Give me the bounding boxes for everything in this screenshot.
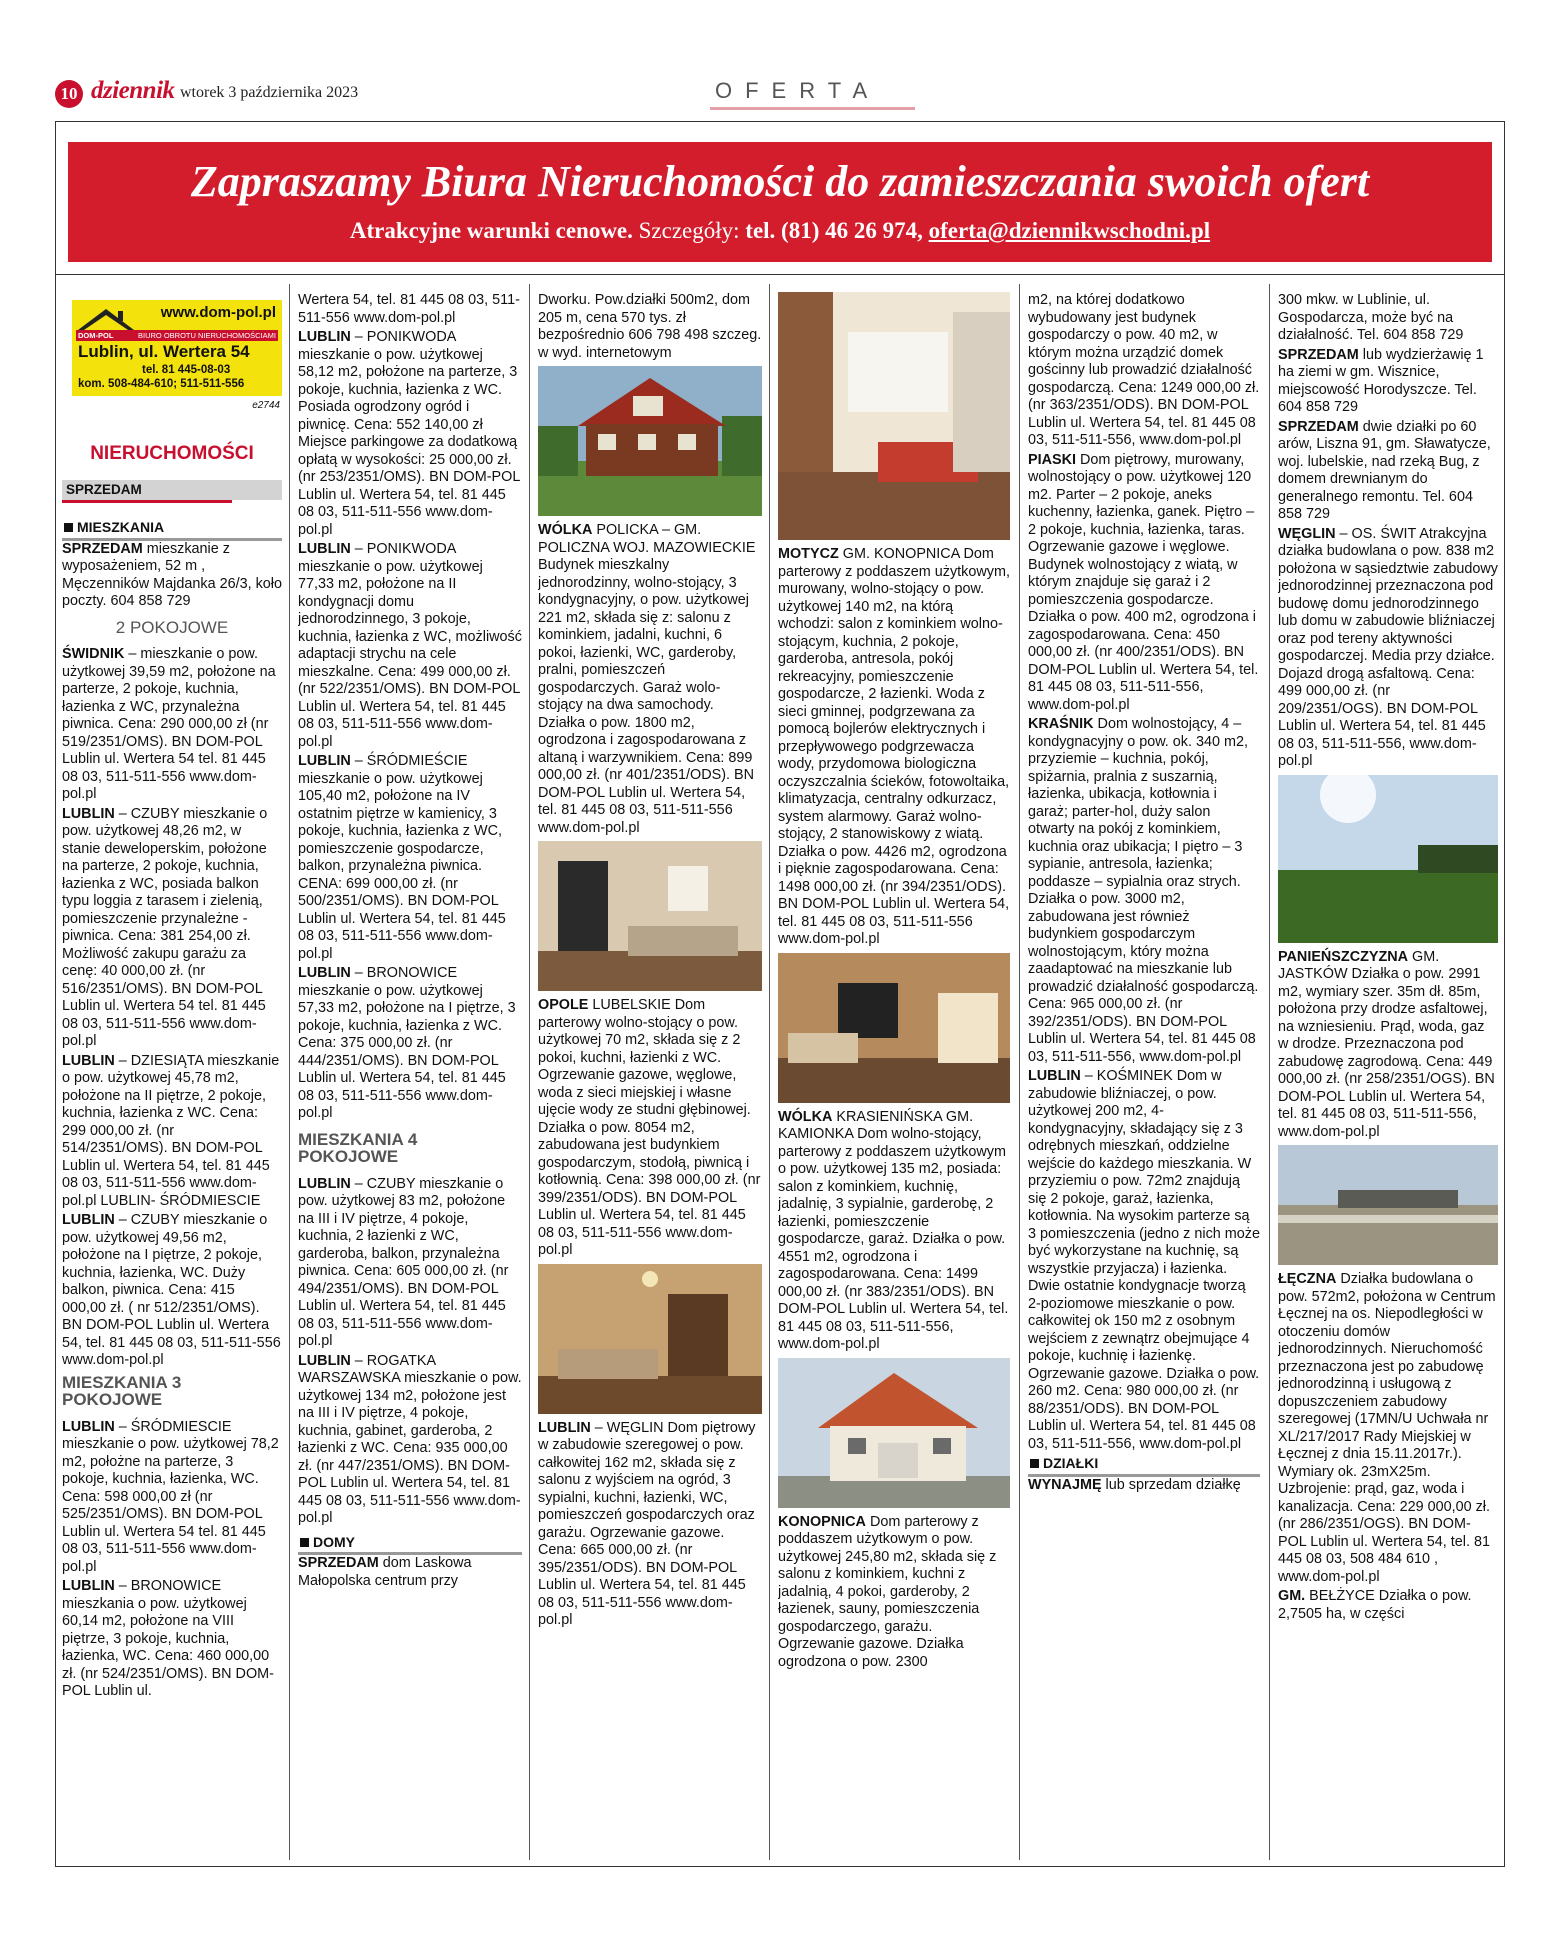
listing-location: PANIEŃSZCZYZNA	[1278, 948, 1409, 965]
listing-entry	[298, 1555, 522, 1590]
promo-banner	[68, 142, 1492, 262]
column-divider	[529, 284, 530, 1860]
section-underline	[710, 107, 915, 110]
square-bullet-icon	[64, 523, 73, 532]
listing-text: LUBELSKIE Dom parterowy wolno-stojący o pow. użytkowej 70 m2, składa się z 2 pokoi, kuchni, łazienki z WC. Ogrzewanie gazowe, węglowe, woda z sieci miejskiej i własne ujęcie wody ze studni głębinowej. Działka o pow. 8054 m2, zabudowana jest budynkiem gospodarczym, stodołą, piwnicą i kotłownią. Cena: 398 000,00 zł. (nr 399/2351/ODS). BN DOM-POL Lublin ul. Wertera 54, tel. 81 445 08 03, 511-511-556 www.dom-pol.pl	[538, 997, 761, 1258]
listing-entry	[1278, 1588, 1498, 1623]
listing-location: LUBLIN	[62, 1418, 115, 1435]
col2-list-a	[298, 292, 522, 1123]
logo-mobile: kom. 508-484-610; 511-511-556	[78, 378, 245, 390]
col6-list-c	[1278, 1271, 1498, 1623]
column-divider	[769, 284, 770, 1860]
listing-entry	[1028, 292, 1260, 450]
listing-location: OPOLE	[538, 997, 589, 1013]
listing-text: – mieszkanie o pow. użytkowej 39,59 m2, położone na parterze, 2 pokoje, kuchnia, łazienka z WC, przynależna piwnica. Cena: 290 000,00 zł (nr 519/2351/OMS). BN DOM-POL Lublin ul. Wertera 54 tel. 81 445 08 03, 511-511-556 www.dom-pol.pl	[62, 646, 276, 802]
listing-location: LUBLIN	[62, 805, 115, 822]
column-4	[778, 292, 1010, 1854]
listing-entry	[1278, 292, 1498, 345]
column-divider	[289, 284, 290, 1860]
logo-brandtag: DOM-POL	[78, 331, 114, 340]
issue-date: wtorek 3 października 2023	[180, 84, 359, 101]
listing-entry	[538, 522, 762, 837]
listing-entry	[1278, 1271, 1498, 1586]
listing-entry	[298, 292, 522, 327]
listing-text: – ŚRÓDMIEŚCIE mieszkanie o pow. użytkowej 105,40 m2, położone na IV ostatnim piętrze w kamienicy, 3 pokoje, kuchnia, łazienka z WC, pomieszczenie gospodarcze, balkon, przynależna piwnica. CENA: 699 000,00 zł. (nr 500/2351/OMS). BN DOM-POL Lublin ul. Wertera 54, tel. 81 445 08 03, 511-511-556 www.dom-pol.pl	[298, 753, 506, 962]
col5-list-b	[1028, 1477, 1260, 1495]
living-room-photo-icon	[778, 953, 1010, 1103]
field-photo	[1278, 775, 1498, 943]
column-divider	[1019, 284, 1020, 1860]
col6-list-a	[1278, 292, 1498, 771]
living-room-photo	[538, 1264, 762, 1414]
col1-list-c	[62, 1419, 282, 1701]
interior-photo-icon	[538, 841, 762, 991]
listing-text: – ROGATKA WARSZAWSKA mieszkanie o pow. użytkowej 134 m2, położone jest na III i IV piętrze, 4 pokoje, kuchnia, gabinet, garderoba, 2 łazienki z WC. Cena: 935 000,00 zł. (nr 447/2351/OMS). BN DOM-POL Lublin ul. Wertera 54, tel. 81 445 08 03, 511-511-556 www.dom-pol.pl	[298, 1352, 522, 1526]
listing-location: GM.	[1278, 1588, 1306, 1604]
section-title: NIERUCHOMOŚCI	[90, 442, 254, 464]
listing-text: – CZUBY mieszkanie o pow. użytkowej 48,26 m2, w stanie deweloperskim, położone na parterze, 2 pokoje, kuchnia, łazienka z WC, posiada balkon typu loggia z tarasem i zielenią, pomieszczenie przynależne - piwnica. Cena: 381 254,00 zł. Możliwość zakupu garażu za cenę: 40 000,00 zł. (nr 516/2351/OMS). BN DOM-POL Lublin ul. Wertera 54 tel. 81 445 08 03, 511-511-556 www.dom-pol.pl	[62, 805, 268, 1049]
listing-text: – CZUBY mieszkanie o pow. użytkowej 49,56 m2, położone na I piętrze, 2 pokoje, kuchnia, łazienka, WC. Duży balkon, piwnica. Cena: 415 000,00 zł. ( nr 512/2351/OMS). BN DOM-POL Lublin ul. Wertera 54, tel. 81 445 08 03, 511-511-556 www.dom-pol.pl	[62, 1212, 281, 1368]
listing-location: SPRZEDAM	[1278, 418, 1359, 435]
col1-list-a	[62, 541, 282, 611]
listing-location: LUBLIN	[62, 1578, 115, 1594]
listing-location: PIASKI	[1028, 451, 1076, 468]
house-photo-icon	[538, 366, 762, 516]
listing-entry	[1028, 716, 1260, 1066]
listing-location: MOTYCZ	[778, 546, 839, 562]
listing-location: WÓLKA	[778, 1108, 833, 1125]
living-room-photo-icon	[538, 1264, 762, 1414]
category-label: DOMY	[313, 1533, 355, 1550]
banner-headline: Zapraszamy Biura Nieruchomości do zamieszczania swoich ofert	[190, 157, 1370, 206]
column-2	[298, 292, 522, 1854]
listing-text: Działka budowlana o pow. 572m2, położona w Centrum Łęcznej na os. Niepodległości w otoczeniu domów jednorodzinnych. Nieruchomość przeznaczona jest po zabudowę jednorodzinną i usługową z dopuszczeniem zabudowy szeregowej (17MN/U Uchwała nr XL/217/2017 Rady Miejskiej w Łęcznej z dnia 15.11.2017r.). Wymiary ok. 23mX25m. Uzbrojenie: prąd, gaz, woda i kanalizacja. Cena: 229 000,00 zł. (nr 286/2351/OGS). BN DOM-POL Lublin ul. Wertera 54, tel. 81 445 08 03, 508 484 610 , www.dom-pol.pl	[1278, 1271, 1496, 1585]
listing-location: WYNAJMĘ	[1028, 1476, 1102, 1493]
subhead-3-rooms: MIESZKANIA 3 POKOJOWE	[62, 1372, 182, 1409]
square-bullet-icon	[1030, 1459, 1039, 1468]
sprzedam-bar: SPRZEDAM	[62, 480, 282, 500]
category-heading	[298, 1534, 522, 1556]
house-photo-icon	[778, 1358, 1010, 1508]
listing-entry	[538, 1420, 762, 1630]
page-header	[55, 77, 1505, 110]
listing-text: dom Laskowa Małopolska centrum przy	[298, 1555, 472, 1589]
listing-location: KONOPNICA	[778, 1513, 866, 1530]
logo-phone: tel. 81 445-08-03	[142, 364, 231, 376]
listing-location: LUBLIN	[62, 1052, 115, 1069]
listing-location: LUBLIN	[298, 753, 351, 769]
listing-location: WĘGLIN	[1278, 525, 1336, 542]
listing-entry	[298, 753, 522, 963]
listing-location: LUBLIN	[298, 1175, 351, 1192]
ad-code: e2744	[252, 400, 280, 411]
listing-entry	[62, 646, 282, 804]
listing-entry	[1028, 1477, 1260, 1495]
listing-entry	[1278, 419, 1498, 524]
listing-location: WÓLKA	[538, 522, 593, 538]
listing-entry	[298, 965, 522, 1123]
listing-entry	[298, 1176, 522, 1351]
listing-entry	[62, 806, 282, 1051]
column-divider	[1269, 284, 1270, 1860]
house-photo	[538, 366, 762, 516]
listing-text: Dom piętrowy, murowany, wolnostojący o pow. użytkowej 120 m2. Parter – 2 pokoje, aneks kuchenny, łazienka, ganek. Piętro – 2 pokoje, kuchnia, łazienka, taras. Ogrzewanie gazowe i węglowe. Budynek wolnostojący z wiatą, w którym znajduje się garaż i 2 pomieszczenia gospodarcze. Działka o pow. 400 m2, ogrodzona i zagospodarowana. Cena: 450 000,00 zł. (nr 400/2351/ODS). BN DOM-POL Lublin ul. Wertera 54, tel. 81 445 08 03, 511-511-556, www.dom-pol.pl	[1028, 451, 1259, 713]
listing-text: GM. KONOPNICA Dom parterowy z poddaszem użytkowym, murowany, wolno-stojący o pow. użytkowej 140 m2, na którą wchodzi: salon z kominkiem wolno-stojącym, kuchnia, 2 pokoje, garderoba, antresola, pokój rekreacyjny, pomieszczenie gospodarcze, 2 łazienki. Woda z sieci gminnej, podgrzewana za pomocą bojlerów elektrycznych i przepływowego podgrzewacza wody, przydomowa biologiczna oczyszczalnia ścieków, fotowoltaika, klimatyzacja, centralny odkurzacz, system alarmowy. Garaż wolno-stojący, 2 stanowiskowy z wiatą. Działka o pow. 4426 m2, ogrodzona i pięknie zagospodarowana. Cena: 1498 000,00 zł. (nr 394/2351/ODS). BN DOM-POL Lublin ul. Wertera 54, tel. 81 445 08 03, 511-511-556 www.dom-pol.pl	[778, 546, 1010, 947]
listing-location: SPRZEDAM	[1278, 346, 1359, 363]
brand-logo: dziennik	[91, 77, 175, 104]
listing-location: SPRZEDAM	[62, 540, 143, 557]
listing-location: LUBLIN	[538, 1419, 591, 1436]
column-1	[62, 292, 282, 1854]
col3-list-a	[538, 292, 762, 362]
listing-entry	[1028, 1068, 1260, 1453]
listing-entry	[1028, 452, 1260, 715]
listing-text: lub sprzedam działkę	[1101, 1476, 1241, 1493]
category-label: DZIAŁKI	[1043, 1455, 1099, 1471]
col4-list-a	[778, 546, 1010, 949]
listing-text: lub wydzierżawię 1 ha ziemi w gm. Wisznice, miejscowość Horodyszcze. Tel. 604 858 729	[1278, 346, 1484, 415]
col4-list-c	[778, 1514, 1010, 1672]
square-bullet-icon	[300, 1538, 309, 1547]
living-room-photo-icon	[778, 292, 1010, 540]
col5-list-a	[1028, 292, 1260, 1453]
plot-photo-icon	[1278, 1145, 1498, 1265]
banner-subline	[68, 218, 1492, 244]
listing-text: KRASIENIŃSKA GM. KAMIONKA Dom wolno-stojący, parterowy z poddaszem użytkowym o pow. użytkowej 135 m2, posiada: salon z kominkiem, kuchnię, jadalnię, 3 sypialnie, garderobę, 2 łazienki, pomieszczenie gospodarcze, garaż. Działka o pow. 4551 m2, ogrodzona i zagospodarowana. Cena: 1499 000,00 zł. (nr 383/2351/ODS). BN DOM-POL Lublin ul. Wertera 54, tel. 81 445 08 03, 511-511-556, www.dom-pol.pl	[778, 1108, 1009, 1352]
banner-sub-bold: Atrakcyjne warunki cenowe.	[349, 218, 633, 243]
listing-location: LUBLIN	[298, 965, 351, 981]
listing-entry	[1278, 949, 1498, 1142]
listing-text: m2, na której dodatkowo wybudowany jest budynek gospodarczy o pow. 40 m2, w którym można urządzić domek gościnny lub prowadzić działalność gospodarczą. Cena: 1249 000,00 zł. (nr 363/2351/ODS). BN DOM-POL Lublin ul. Wertera 54, tel. 81 445 08 03, 511-511-556, www.dom-pol.pl	[1028, 292, 1260, 448]
listing-text: – CZUBY mieszkanie o pow. użytkowej 83 m2, położone na III i IV piętrze, 4 pokoje, kuchnia, 2 łazienki z WC, garderoba, balkon, przynależna piwnica. Cena: 605 000,00 zł. (nr 494/2351/OMS). BN DOM-POL Lublin ul. Wertera 54, tel. 81 445 08 03, 511-511-556 www.dom-pol.pl	[298, 1175, 509, 1349]
listing-text: Wertera 54, tel. 81 445 08 03, 511-511-556 www.dom-pol.pl	[298, 292, 520, 326]
col4-list-b	[778, 1109, 1010, 1354]
logo-url[interactable]: www.dom-pol.pl	[160, 304, 276, 321]
col3-list-d	[538, 1420, 762, 1630]
house-roof-icon	[76, 306, 136, 332]
logo-address: Lublin, ul. Wertera 54	[78, 342, 250, 361]
living-room-photo	[778, 292, 1010, 540]
plot-photo	[1278, 1145, 1498, 1265]
category-heading	[1028, 1455, 1260, 1477]
listing-entry	[538, 997, 762, 1260]
listing-text: Dom parterowy z poddaszem użytkowym o pow. użytkowej 245,80 m2, składa się z salonu z kominkiem, kuchni z jadalnią, 4 pokoi, garderoby, 2 łazienek, sauny, pomieszczenia gospodarczego, garażu. Ogrzewanie gazowe. Działka ogrodzona o pow. 2300	[778, 1513, 997, 1670]
banner-tel: tel. (81) 46 26 974,	[745, 218, 923, 243]
subhead-2-rooms: 2 POKOJOWE	[115, 617, 229, 637]
interior-photo	[538, 841, 762, 991]
listing-entry	[298, 541, 522, 751]
listing-entry	[298, 329, 522, 539]
listing-location: ŁĘCZNA	[1278, 1271, 1337, 1287]
listing-text: POLICKA – GM. POLICZNA WOJ. MAZOWIECKIE Budynek mieszkalny jednorodzinny, wolno-stojący, 3 kondygnacyjny, o pow. użytkowej 221 m2, składa się z: salonu z kominkiem, jadalni, kuchni, 6 pokoi, łazienki, WC, garderoby, pralni, pomieszczeń gospodarczych. Garaż wolo-stojący na dwa samochody. Działka o pow. 1800 m2, ogrodzona i zagospodarowana z altaną i warzywnikiem. Cena: 899 000,00 zł. (nr 401/2351/ODS). BN DOM-POL Lublin ul. Wertera 54, tel. 81 445 08 03, 511-511-556 www.dom-pol.pl	[538, 522, 756, 836]
house-photo	[778, 1358, 1010, 1508]
page-frame	[55, 121, 1505, 1867]
listing-entry	[1278, 526, 1498, 771]
listing-text: BEŁŻYCE Działka o pow. 2,7505 ha, w części	[1278, 1588, 1472, 1622]
listing-entry	[778, 1109, 1010, 1354]
listing-text: 300 mkw. w Lublinie, ul. Gospodarcza, może być na działalność. Tel. 604 858 729	[1278, 292, 1464, 343]
listing-location: LUBLIN	[298, 329, 351, 345]
listing-text: GM. JASTKÓW Działka o pow. 2991 m2, wymiary szer. 35m dł. 85m, położona przy drodze asfaltowej, na wzniesieniu. Prąd, woda, gaz w drodze. Przeznaczona pod zabudowę zagrodową. Cena: 449 000,00 zł. (nr 258/2351/OGS). BN DOM-POL Lublin ul. Wertera 54, tel. 81 445 08 03, 511-511-556, www.dom-pol.pl	[1278, 948, 1495, 1140]
col1-list-b	[62, 646, 282, 1370]
dom-pol-logo	[72, 300, 282, 396]
listing-location: SPRZEDAM	[298, 1555, 379, 1571]
listing-text: – BRONOWICE mieszkania o pow. użytkowej 60,14 m2, położone na VIII piętrze, 3 pokoje, kuchnia, łazienka, WC. Cena: 460 000,00 zł. (nr 524/2351/OMS). BN DOM-POL Lublin ul.	[62, 1578, 274, 1699]
banner-rule	[56, 274, 1504, 275]
sprzedam-underline	[62, 500, 232, 503]
listing-entry	[62, 1419, 282, 1577]
category-heading	[62, 519, 282, 541]
col2-list-c	[298, 1555, 522, 1590]
listing-entry	[778, 546, 1010, 949]
listing-text: – ŚRÓDMIESCIE mieszkanie o pow. użytkowej 78,2 m2, położne na parterze, 3 pokoje, kuchnia, łazienka, WC. Cena: 598 000,00 zł (nr 525/2351/OMS). BN DOM-POL Lublin ul. Wertera 54 tel. 81 445 08 03, 511-511-556 www.dom-pol.pl	[62, 1418, 279, 1575]
column-6	[1278, 292, 1498, 1854]
listing-location: LUBLIN	[1028, 1068, 1081, 1084]
listing-location: LUBLIN	[298, 1352, 351, 1369]
listing-location: KRAŚNIK	[1028, 716, 1094, 732]
listing-text: dwie działki po 60 arów, Liszna 91, gm. Sławatycze, woj. lubelskie, nad rzeką Bug, z domem drewnianym do generalnego remontu. Tel. 604 858 729	[1278, 418, 1491, 522]
column-3	[538, 292, 762, 1854]
listing-text: Dom wolnostojący, 4 – kondygnacyjny o pow. ok. 340 m2, przyziemie – kuchnia, pokój, spiżarnia, pralnia z suszarnią, łazienka, ubikacja, kotłownia i garaż; parter-hol, duży salon otwarty na pokój z kominkiem, kuchnia oraz ubikacja; I piętro – 3 sypianie, antresola, łazienka; poddasze – sypialnia oraz strych. Działka o pow. 3000 m2, zabudowana jest również budynkiem gospodarczym wolnostojącym, który można zaadaptować na mieszkanie lub prowadzić działalność gospodarczą. Cena: 965 000,00 zł. (nr 392/2351/ODS). BN DOM-POL Lublin ul. Wertera 54, tel. 81 445 08 03, 511-511-556, www.dom-pol.pl	[1028, 716, 1259, 1065]
listing-entry	[62, 541, 282, 611]
listing-text: Dworku. Pow.działki 500m2, dom 205 m, cena 570 tys. zł bezpośrednio 606 798 498 szczeg. w wyd. internetowym	[538, 292, 762, 361]
listing-entry	[62, 1053, 282, 1211]
listing-entry	[538, 292, 762, 362]
listing-text: mieszkanie z wyposażeniem, 52 m , Męczenników Majdanka 26/3, koło poczty. 604 858 729	[62, 540, 282, 609]
listing-entry	[298, 1353, 522, 1528]
listing-text: – DZIESIĄTA mieszkanie o pow. użytkowej 45,78 m2, położone na II piętrze, 2 pokoje, kuchnia, łazienka z WC. Cena: 299 000,00 zł. (nr 514/2351/OMS). BN DOM-POL Lublin ul. Wertera 54, tel. 81 445 08 03, 511-511-556 www.dom-pol.pl LUBLIN- ŚRÓDMIESCIE	[62, 1052, 280, 1209]
listing-text: – OS. ŚWIT Atrakcyjna działka budowlana o pow. 838 m2 położona w sąsiedztwie zabudowy jednorodzinnej przeznaczona pod budowę domu jednorodzinnego lub domu w zabudowie bliźniaczej oraz pod tereny aktywności gospodarczej. Media przy działce. Dojazd drogą asfaltową. Cena: 499 000,00 zł. (nr 209/2351/OGS). BN DOM-POL Lublin ul. Wertera 54, tel. 81 445 08 03, 511-511-556, www.dom-pol.pl	[1278, 525, 1498, 769]
listing-text: – KOŚMINEK Dom w zabudowie bliźniaczej, o pow. użytkowej 200 m2, 4-kondygnacyjny, składający się z 3 odrębnych mieszkań, oddzielne wejście do każdego mieszkania. W przyziemiu o pow. 72m2 znajdują się 2 pokoje, garaż, łazienka, kotłownia. Na wysokim parterze są 3 pomieszczenia (jedno z nich może być wykorzystane na kuchnię, są wszystkie przyjacza) i łazienka. Dwie ostatnie kondygnacje tworzą 2-poziomowe mieszkanie o pow. całkowitej ok 150 m2 z osobnym wejściem z zewnątrz obejmujące 4 pokoje, kuchnię i łazienkę. Ogrzewanie gazowe. Działka o pow. 260 m2. Cena: 980 000,00 zł. (nr 88/2351/ODS). BN DOM-POL Lublin ul. Wertera 54, tel. 81 445 08 03, 511-511-556, www.dom-pol.pl	[1028, 1068, 1260, 1452]
listing-text: – PONIKWODA mieszkanie o pow. użytkowej 58,12 m2, położone na parterze, 3 pokoje, kuchnia, łazienka z WC. Posiada ogrodzony ogród i piwnicę. Cena: 552 140,00 zł Miejsce parkingowe za dodatkową opłatą w wysokości: 25 000,00 zł. (nr 253/2351/OMS). BN DOM-POL Lublin ul. Wertera 54, tel. 81 445 08 03, 511-511-556 www.dom-pol.pl	[298, 329, 520, 538]
col3-list-c	[538, 997, 762, 1260]
living-room-photo	[778, 953, 1010, 1103]
listing-location: ŚWIDNIK	[62, 646, 125, 662]
listing-entry	[62, 1578, 282, 1701]
col2-list-b	[298, 1176, 522, 1528]
listing-text: – BRONOWICE mieszkanie o pow. użytkowej 57,33 m2, położone na I piętrze, 3 pokoje, kuchnia, łazienka z WC. Cena: 375 000,00 zł. (nr 444/2351/OMS). BN DOM-POL Lublin ul. Wertera 54, tel. 81 445 08 03, 511-511-556 www.dom-pol.pl	[298, 965, 516, 1121]
section-label: OFERTA	[715, 78, 881, 103]
col3-list-b	[538, 522, 762, 837]
listing-text: – PONIKWODA mieszkanie o pow. użytkowej 77,33 m2, położone na II kondygnacji domu jednorodzinnego, 3 pokoje, kuchnia, łazienka z WC, możliwość adaptacji strychu na cele mieszkalne. Cena: 499 000,00 zł. (nr 522/2351/OMS). BN DOM-POL Lublin ul. Wertera 54, tel. 81 445 08 03, 511-511-556 www.dom-pol.pl	[298, 541, 522, 750]
column-5	[1028, 292, 1260, 1854]
field-photo-icon	[1278, 775, 1498, 943]
listing-text: – WĘGLIN Dom piętrowy w zabudowie szeregowej o pow. całkowitej 162 m2, składa się z salonu z wyjściem na ogród, 3 sypialni, kuchni, łazienki, WC, pomieszczeń gospodarczych oraz garażu. Ogrzewanie gazowe. Cena: 665 000,00 zł. (nr 395/2351/ODS). BN DOM-POL Lublin ul. Wertera 54, tel. 81 445 08 03, 511-511-556 www.dom-pol.pl	[538, 1419, 756, 1628]
listing-entry	[1278, 347, 1498, 417]
banner-sub-plain: Szczegóły:	[632, 218, 746, 243]
category-label: MIESZKANIA	[77, 519, 165, 535]
listing-entry	[778, 1514, 1010, 1672]
listing-location: LUBLIN	[298, 541, 351, 557]
listing-location: LUBLIN	[62, 1212, 115, 1228]
subhead-4-rooms: MIESZKANIA 4 POKOJOWE	[298, 1129, 418, 1166]
col6-list-b	[1278, 949, 1498, 1142]
listing-entry	[62, 1212, 282, 1370]
banner-email-link[interactable]: oferta@dziennikwschodni.pl	[928, 218, 1211, 243]
page-number: 10	[55, 80, 83, 108]
logo-strip: BIURO OBROTU NIERUCHOMOŚCIAMI	[76, 330, 278, 341]
